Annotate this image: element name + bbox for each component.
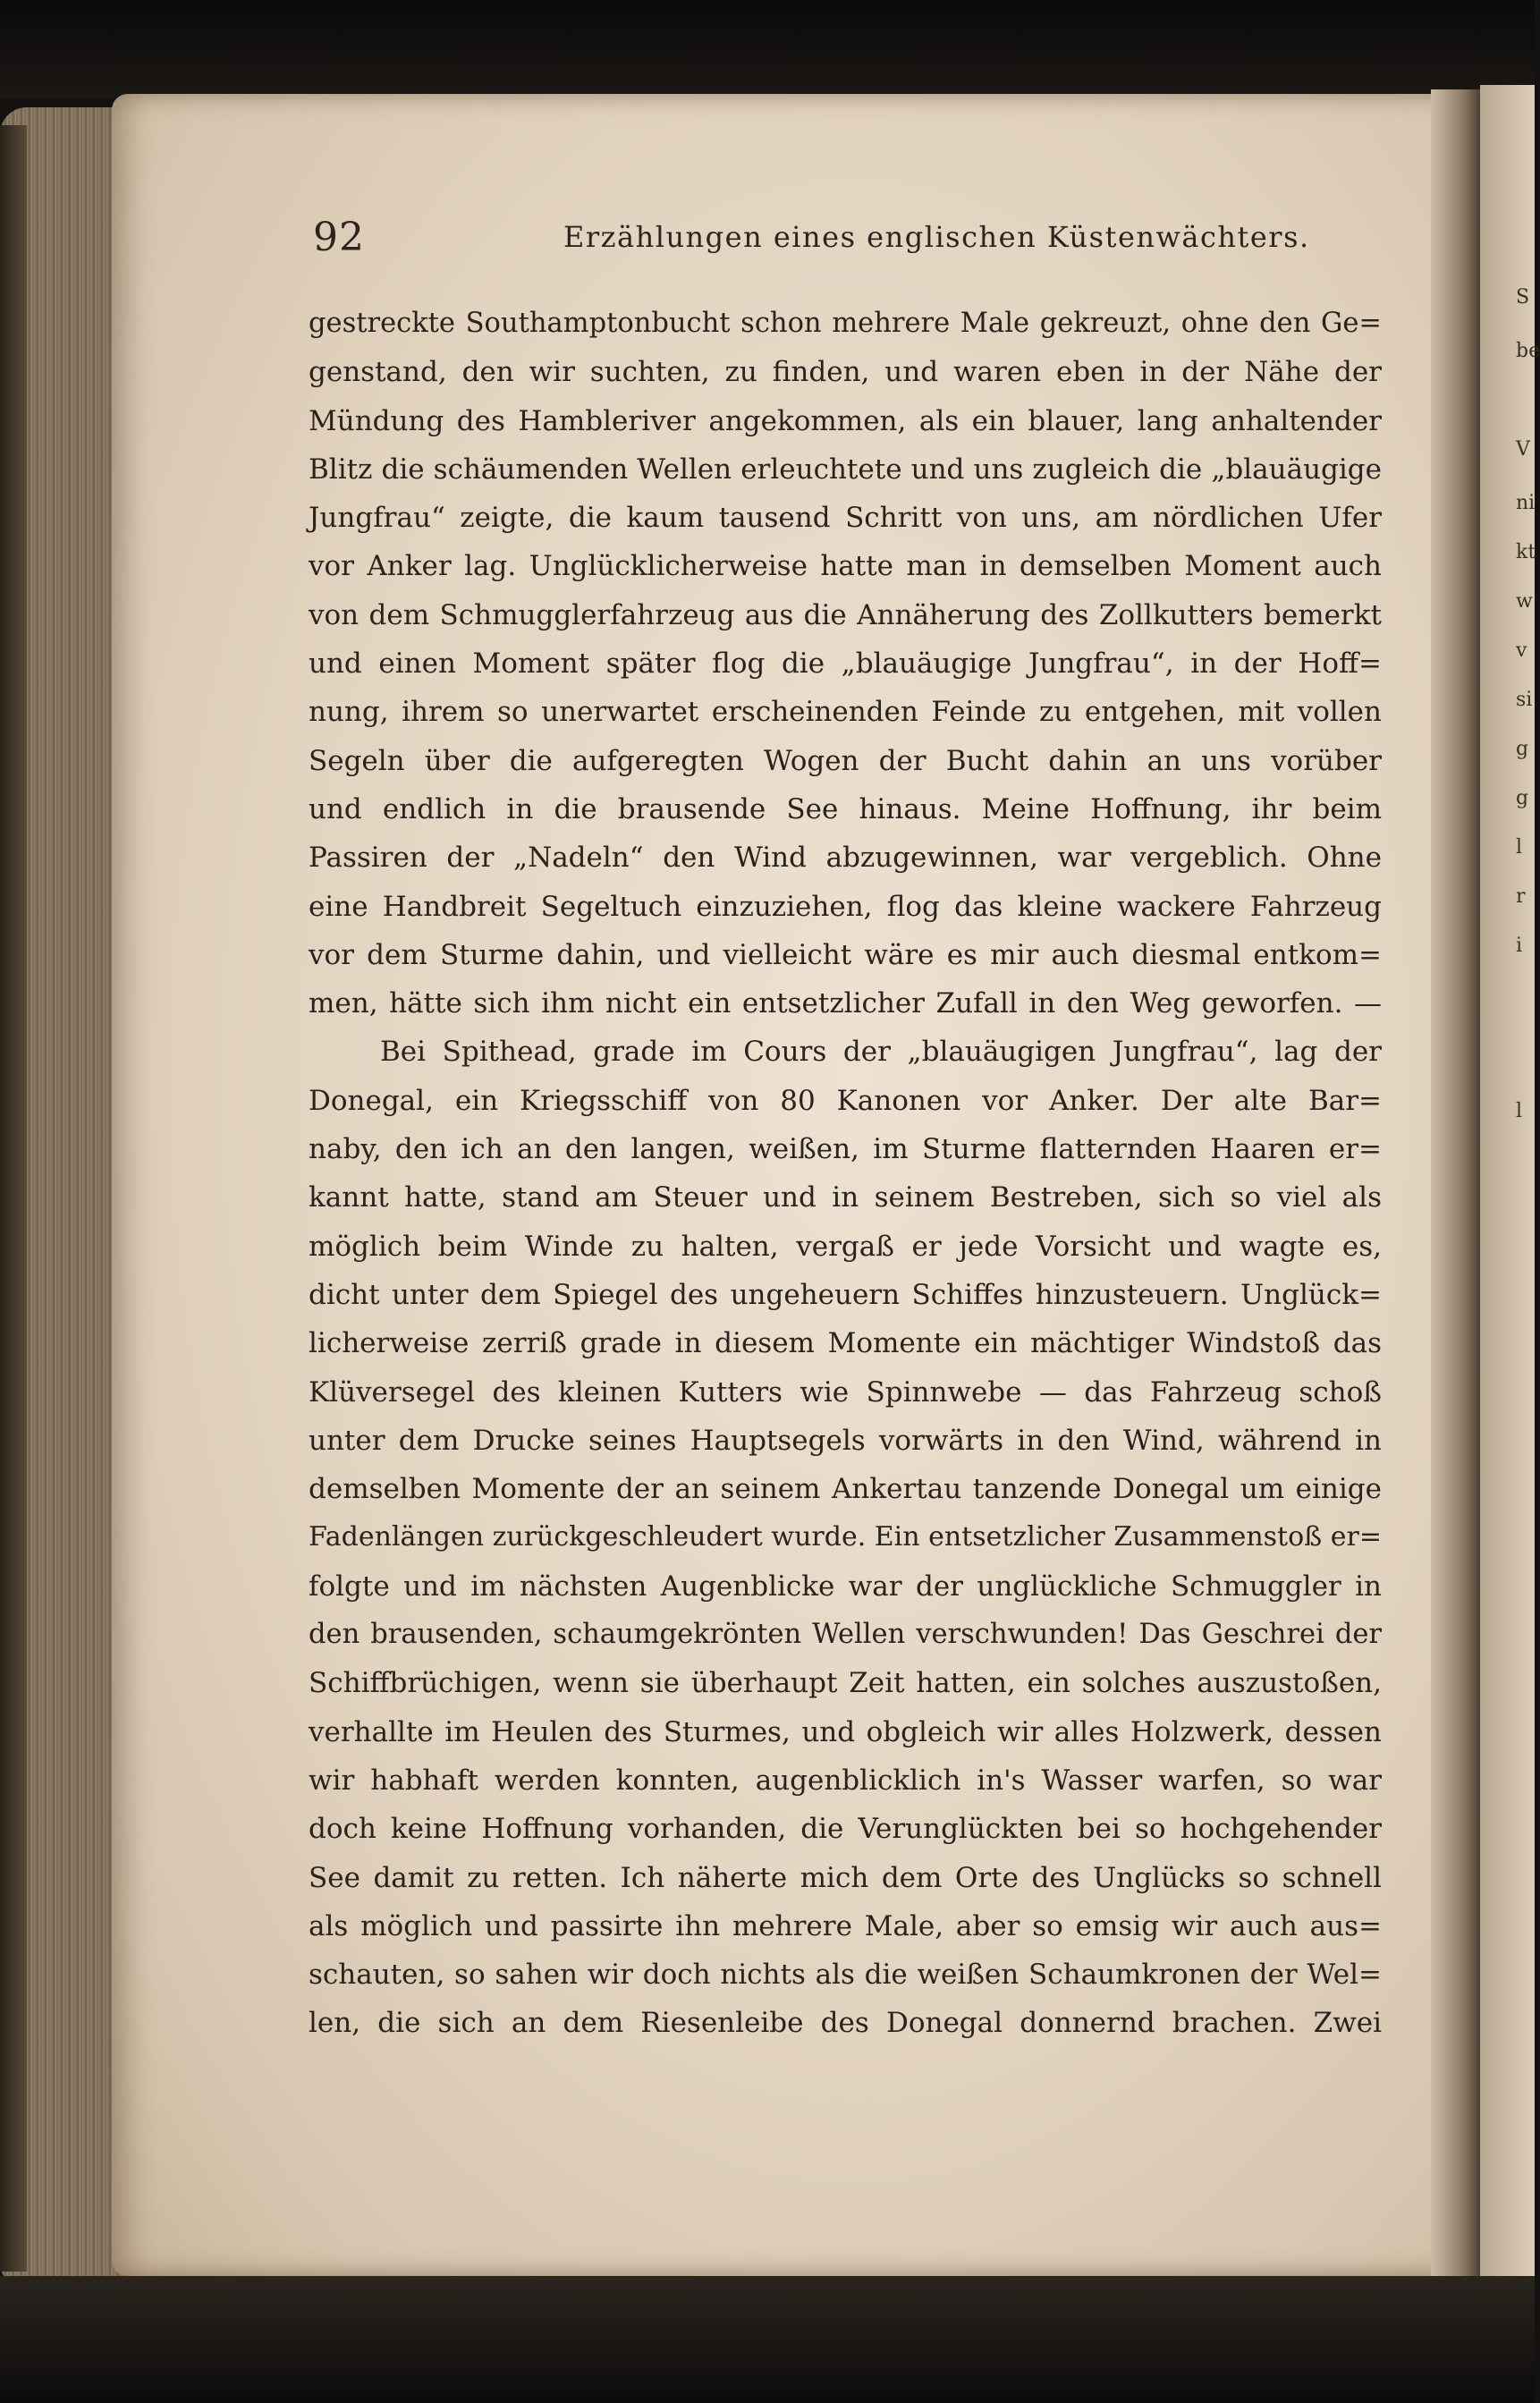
text-line: vor dem Sturme dahin, und vielleicht wäre es mir auch diesmal entkom=	[309, 938, 1382, 971]
text-line: und einen Moment später flog die „blauäugige Jungfrau“, in der Hoff=	[309, 647, 1382, 681]
next-page-fragment: kt	[1516, 541, 1536, 563]
text-line: Schiffbrüchigen, wenn sie überhaupt Zeit hatten, ein solches auszustoßen,	[309, 1667, 1382, 1700]
text-line: den brausenden, schaumgekrönten Wellen verschwunden! Das Geschrei der	[309, 1619, 1382, 1651]
text-line: folgte und im nächsten Augenblicke war der unglückliche Schmuggler in	[309, 1570, 1382, 1603]
next-page-sliver	[1480, 85, 1540, 2294]
text-line: Klüversegel des kleinen Kutters wie Spinnwebe — das Fahrzeug schoß	[309, 1375, 1382, 1409]
next-page-fragment: g	[1516, 738, 1529, 760]
text-line: See damit zu retten. Ich näherte mich dem Orte des Unglücks so schnell	[309, 1861, 1382, 1894]
text-line: unter dem Drucke seines Hauptsegels vorwärts in den Wind, während in	[309, 1424, 1382, 1457]
text-line: Bei Spithead, grade im Cours der „blauäugigen Jungfrau“, lag der	[380, 1036, 1382, 1069]
next-page-fragment: r	[1516, 885, 1526, 908]
body-text	[309, 300, 1382, 2048]
next-page-fragment: w	[1516, 590, 1533, 613]
text-line: demselben Momente der an seinem Ankertau tanzende Donegal um einige	[309, 1473, 1382, 1506]
backdrop-bottom	[0, 2276, 1535, 2403]
next-page-fragment: ni	[1516, 492, 1536, 514]
text-line: Segeln über die aufgeregten Wogen der Bucht dahin an uns vorüber	[309, 744, 1382, 777]
book-spine-shadow	[0, 125, 27, 2272]
next-page-fragment: be	[1516, 340, 1540, 362]
text-line: Fadenlängen zurückgeschleudert wurde. Ein entsetzlicher Zusammenstoß er=	[309, 1521, 1382, 1553]
text-line: men, hätte sich ihm nicht ein entsetzlicher Zufall in den Weg geworfen. —	[309, 987, 1382, 1020]
text-line: vor Anker lag. Unglücklicherweise hatte man in demselben Moment auch	[309, 550, 1382, 583]
text-line: naby, den ich an den langen, weißen, im Sturme flatternden Haaren er=	[309, 1133, 1382, 1166]
page-gutter	[1431, 89, 1485, 2289]
next-page-fragment: i	[1516, 935, 1523, 957]
text-line: Blitz die schäumenden Wellen erleuchtete und uns zugleich die „blauäugige	[309, 453, 1382, 486]
text-line: möglich beim Winde zu halten, vergaß er jede Vorsicht und wagte es,	[309, 1230, 1382, 1263]
text-line: licherweise zerriß grade in diesem Momente ein mächtiger Windstoß das	[309, 1327, 1382, 1360]
page-number: 92	[313, 215, 365, 260]
text-line: doch keine Hoffnung vorhanden, die Verunglückten bei so hochgehender	[309, 1813, 1382, 1846]
text-line: schauten, so sahen wir doch nichts als die weißen Schaumkronen der Wel=	[309, 1959, 1382, 1992]
text-line: eine Handbreit Segeltuch einzuziehen, flog das kleine wackere Fahrzeug	[309, 890, 1382, 923]
next-page-fragment: l	[1516, 1100, 1523, 1122]
text-line: und endlich in die brausende See hinaus. Meine Hoffnung, ihr beim	[309, 792, 1382, 825]
next-page-fragment: S	[1516, 286, 1530, 309]
text-line: wir habhaft werden konnten, augenblicklich in's Wasser warfen, so war	[309, 1764, 1382, 1797]
page-header	[313, 215, 1368, 268]
text-line: verhallte im Heulen des Sturmes, und obgleich wir alles Holzwerk, dessen	[309, 1715, 1382, 1748]
text-line: gestreckte Southamptonbucht schon mehrere Male gekreuzt, ohne den Ge=	[309, 308, 1382, 339]
next-page-fragment: g	[1516, 787, 1529, 809]
text-line: von dem Schmugglerfahrzeug aus die Annäherung des Zollkutters bemerkt	[309, 598, 1382, 631]
text-line: dicht unter dem Spiegel des ungeheuern Schiffes hinzusteuern. Unglück=	[309, 1278, 1382, 1311]
text-line: genstand, den wir suchten, zu finden, und waren eben in der Nähe der	[309, 356, 1382, 389]
next-page-fragment: V	[1516, 438, 1530, 461]
text-line: als möglich und passirte ihn mehrere Male, aber so emsig wir auch aus=	[309, 1909, 1382, 1942]
text-line: Mündung des Hambleriver angekommen, als ein blauer, lang anhaltender	[309, 404, 1382, 437]
next-page-fragment: v	[1516, 639, 1527, 662]
next-page-fragment: si	[1516, 689, 1533, 711]
running-title: Erzählungen eines englischen Küstenwächters.	[563, 220, 1310, 254]
text-line: len, die sich an dem Riesenleibe des Donegal donnernd brachen. Zwei	[309, 2007, 1382, 2040]
next-page-fragment: l	[1516, 836, 1523, 859]
text-line: Passiren der „Nadeln“ den Wind abzugewinnen, war vergeblich. Ohne	[309, 842, 1382, 875]
text-line: Donegal, ein Kriegsschiff von 80 Kanonen vor Anker. Der alte Bar=	[309, 1084, 1382, 1117]
text-line: kannt hatte, stand am Steuer und in seinem Bestreben, sich so viel als	[309, 1181, 1382, 1214]
text-line: nung, ihrem so unerwartet erscheinenden Feinde zu entgehen, mit vollen	[309, 696, 1382, 729]
text-line: Jungfrau“ zeigte, die kaum tausend Schritt von uns, am nördlichen Ufer	[309, 502, 1382, 535]
backdrop-top	[0, 0, 1535, 98]
